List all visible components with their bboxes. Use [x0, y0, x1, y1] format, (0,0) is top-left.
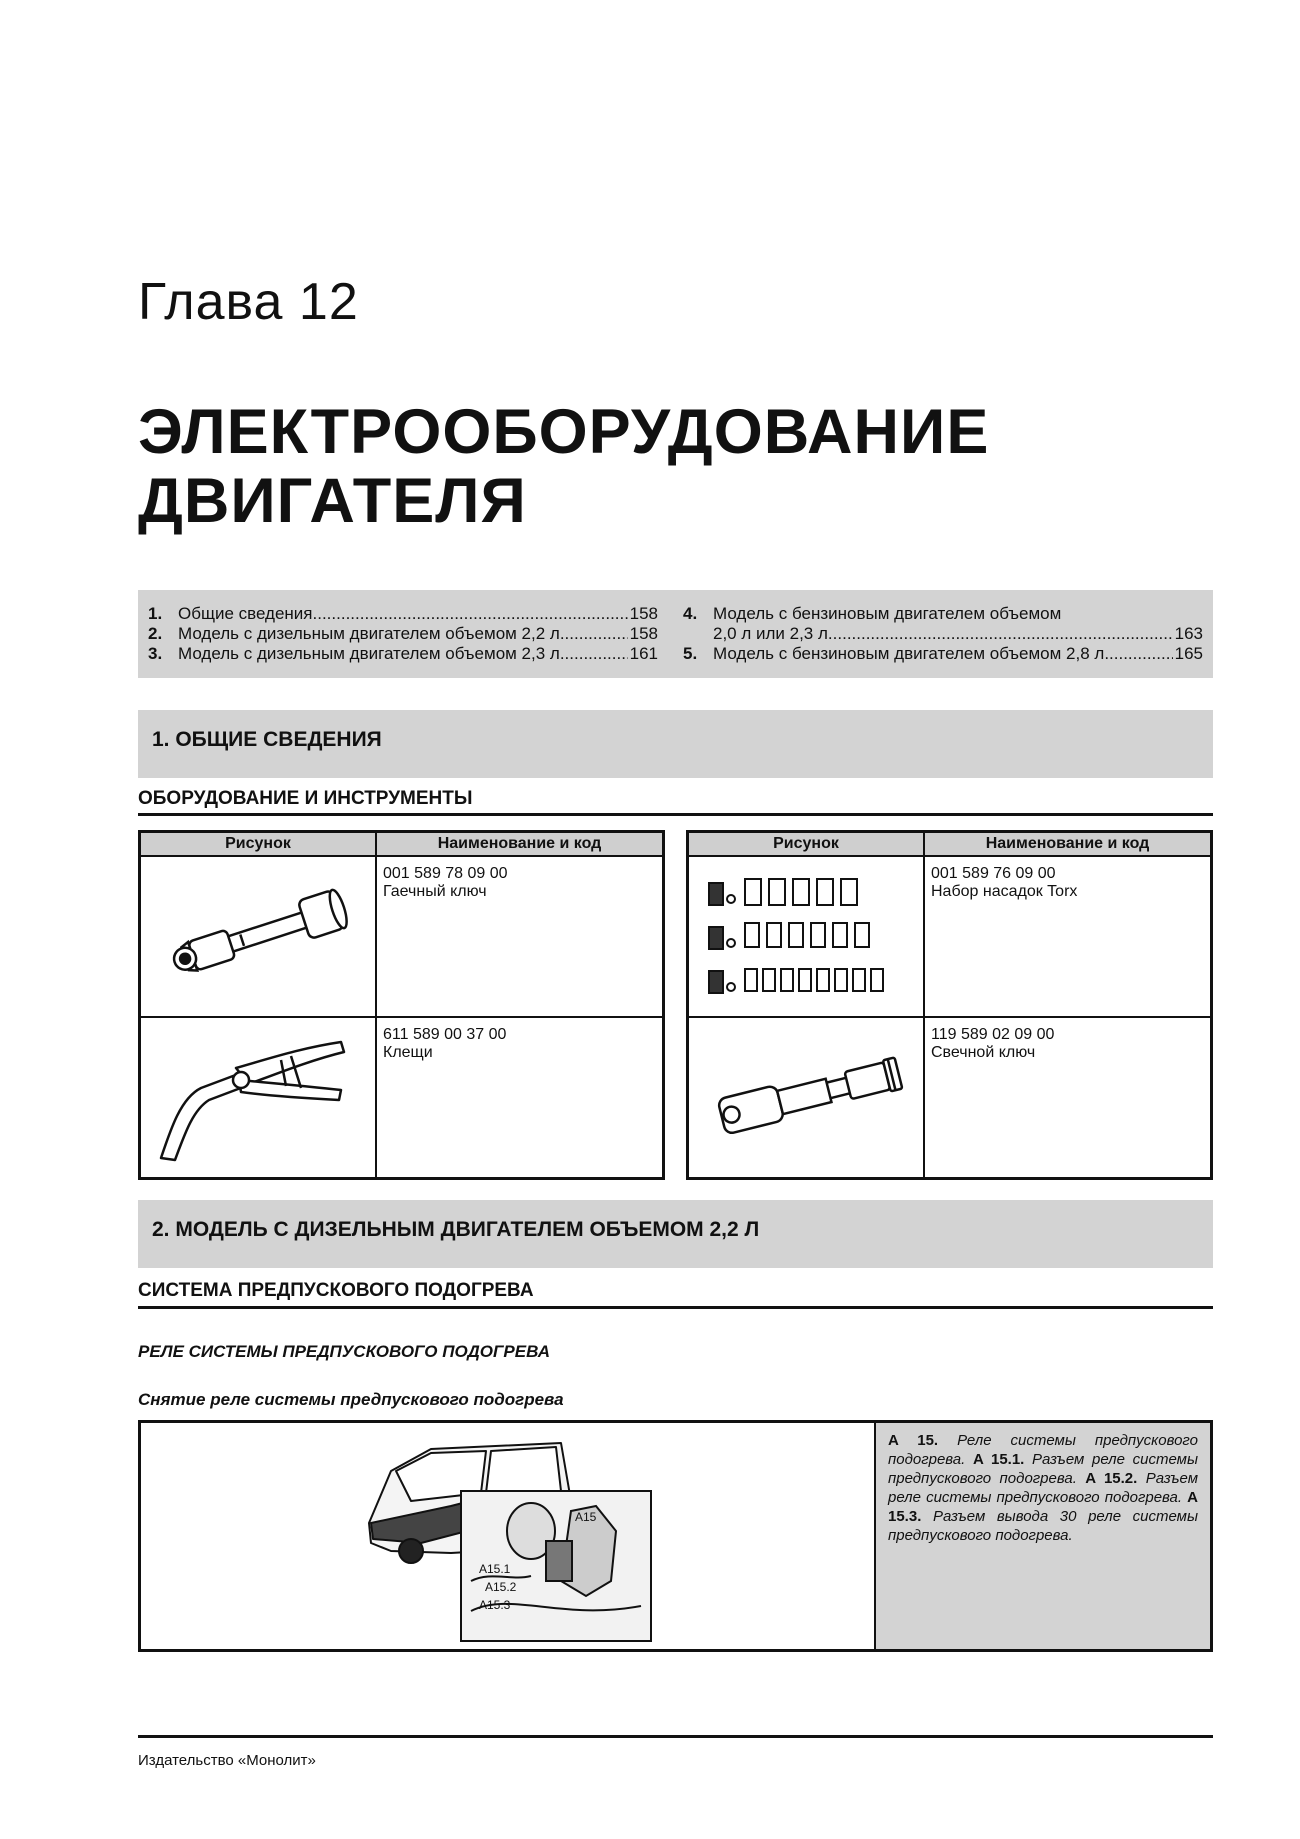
- toc-item-page: 158: [629, 604, 658, 623]
- toc-item-text: Общие сведения: [178, 604, 313, 623]
- section-1-header: [138, 710, 1213, 778]
- toc-item-number: [683, 624, 713, 644]
- toc-left-column: [148, 604, 658, 664]
- tool-info-cell: [376, 1017, 664, 1179]
- tool-code: 119 589 02 09 00: [931, 1026, 1055, 1043]
- toc-item-number: 3.: [148, 644, 163, 663]
- divider: [138, 813, 1213, 816]
- caption-code: A 15.1.: [973, 1451, 1025, 1468]
- equipment-heading: ОБОРУДОВАНИЕ И ИНСТРУМЕНТЫ: [138, 788, 473, 809]
- tool-code: 001 589 76 09 00: [931, 865, 1056, 882]
- toc-item[interactable]: [683, 624, 1203, 644]
- tool-picture-cell: [140, 1017, 377, 1179]
- table-of-contents: [138, 590, 1213, 678]
- caption-code: A 15.2.: [1085, 1470, 1138, 1487]
- chapter-title-line-1: ЭЛЕКТРООБОРУДОВАНИЕ: [138, 397, 990, 467]
- column-header-picture: Рисунок: [688, 832, 925, 857]
- tool-picture-cell: [140, 856, 377, 1017]
- toc-item-page: 161: [629, 644, 658, 663]
- toc-item-page: 165: [1174, 644, 1203, 663]
- relay-heading: РЕЛЕ СИСТЕМЫ ПРЕДПУСКОВОГО ПОДОГРЕВА: [138, 1342, 550, 1361]
- section-2-header: [138, 1200, 1213, 1268]
- toc-item-text: Модель с дизельным двигателем объемом 2,3 л: [178, 644, 560, 663]
- toc-leader-dots: [560, 624, 628, 644]
- tool-code: 611 589 00 37 00: [383, 1026, 507, 1043]
- toc-right-column: [683, 604, 1203, 664]
- table-row: [140, 1017, 664, 1179]
- toc-item[interactable]: [148, 604, 658, 624]
- toc-leader-dots: [560, 644, 628, 664]
- chapter-number: Глава 12: [138, 273, 359, 331]
- table-row: [688, 1017, 1212, 1179]
- publisher-footer: Издательство «Монолит»: [138, 1752, 316, 1769]
- chapter-title: [138, 398, 989, 536]
- torx-set-icon: [689, 857, 923, 1011]
- table-row: [688, 856, 1212, 1017]
- spark-plug-wrench-icon: [689, 1018, 923, 1172]
- toc-leader-dots: [828, 624, 1173, 644]
- toc-item[interactable]: [683, 604, 1203, 624]
- table-row: [140, 856, 664, 1017]
- section-2-title: 2. МОДЕЛЬ С ДИЗЕЛЬНЫМ ДВИГАТЕЛЕМ ОБЪЕМОМ 2,2 Л: [152, 1218, 760, 1241]
- toc-item-page: 163: [1174, 624, 1203, 643]
- toc-item-number: 5.: [683, 644, 698, 663]
- toc-item-number: 2.: [148, 624, 163, 643]
- toc-item-number: 1.: [148, 604, 163, 623]
- toc-item-text: Модель с дизельным двигателем объемом 2,2 л: [178, 624, 560, 643]
- toc-item[interactable]: [148, 644, 658, 664]
- caption-text: Разъем реле системы предпускового подогрева.: [888, 1470, 1198, 1506]
- toc-leader-dots: [313, 604, 628, 624]
- van-engine-illustration: [361, 1431, 821, 1646]
- tool-code: 001 589 78 09 00: [383, 865, 508, 882]
- socket-wrench-icon: [141, 857, 375, 1011]
- toc-item-text: Модель с бензиновым двигателем объемом: [713, 604, 1062, 623]
- toc-item-number: 4.: [683, 604, 698, 623]
- removal-heading: Снятие реле системы предпускового подогрева: [138, 1390, 564, 1409]
- toc-item[interactable]: [148, 624, 658, 644]
- caption-text: Разъем реле системы предпускового подогрева.: [888, 1451, 1198, 1487]
- footer-divider: [138, 1735, 1213, 1738]
- caption-text: Разъем вывода 30 реле системы предпускового подогрева.: [888, 1508, 1198, 1544]
- column-header-name: Наименование и код: [376, 832, 664, 857]
- tool-name: Гаечный ключ: [383, 883, 487, 900]
- pliers-icon: [141, 1018, 375, 1172]
- divider: [138, 1306, 1213, 1309]
- tool-name: Набор насадок Torx: [931, 883, 1078, 900]
- figure-label-a15: A15: [575, 1510, 597, 1524]
- chapter-title-line-2: ДВИГАТЕЛЯ: [138, 466, 527, 536]
- toc-item[interactable]: [683, 644, 1203, 664]
- section-1-title: 1. ОБЩИЕ СВЕДЕНИЯ: [152, 728, 382, 751]
- toc-leader-dots: [1104, 644, 1172, 664]
- tool-info-cell: [376, 856, 664, 1017]
- column-header-name: Наименование и код: [924, 832, 1212, 857]
- tool-picture-cell: [688, 856, 925, 1017]
- figure-label-a15-1: A15.1: [479, 1562, 511, 1576]
- tools-table-right: [686, 830, 1213, 1180]
- tools-table-left: [138, 830, 665, 1180]
- toc-item-text: Модель с бензиновым двигателем объемом 2,8 л: [713, 644, 1105, 663]
- tool-info-cell: [924, 1017, 1212, 1179]
- preheat-system-heading: СИСТЕМА ПРЕДПУСКОВОГО ПОДОГРЕВА: [138, 1280, 534, 1301]
- toc-item-page: 158: [629, 624, 658, 643]
- toc-item-text: 2,0 л или 2,3 л: [713, 624, 828, 643]
- tool-name: Свечной ключ: [931, 1044, 1036, 1061]
- caption-code: A 15.: [888, 1432, 939, 1449]
- tool-picture-cell: [688, 1017, 925, 1179]
- caption-text: Реле системы предпускового подогрева.: [888, 1432, 1199, 1468]
- figure-label-a15-2: A15.2: [485, 1580, 517, 1594]
- figure-box: [138, 1420, 1213, 1652]
- figure-caption: [874, 1423, 1210, 1649]
- caption-code: A 15.3.: [888, 1489, 1198, 1525]
- tool-info-cell: [924, 856, 1212, 1017]
- column-header-picture: Рисунок: [140, 832, 377, 857]
- figure-label-a15-3: A15.3: [479, 1598, 511, 1612]
- tool-name: Клещи: [383, 1044, 433, 1061]
